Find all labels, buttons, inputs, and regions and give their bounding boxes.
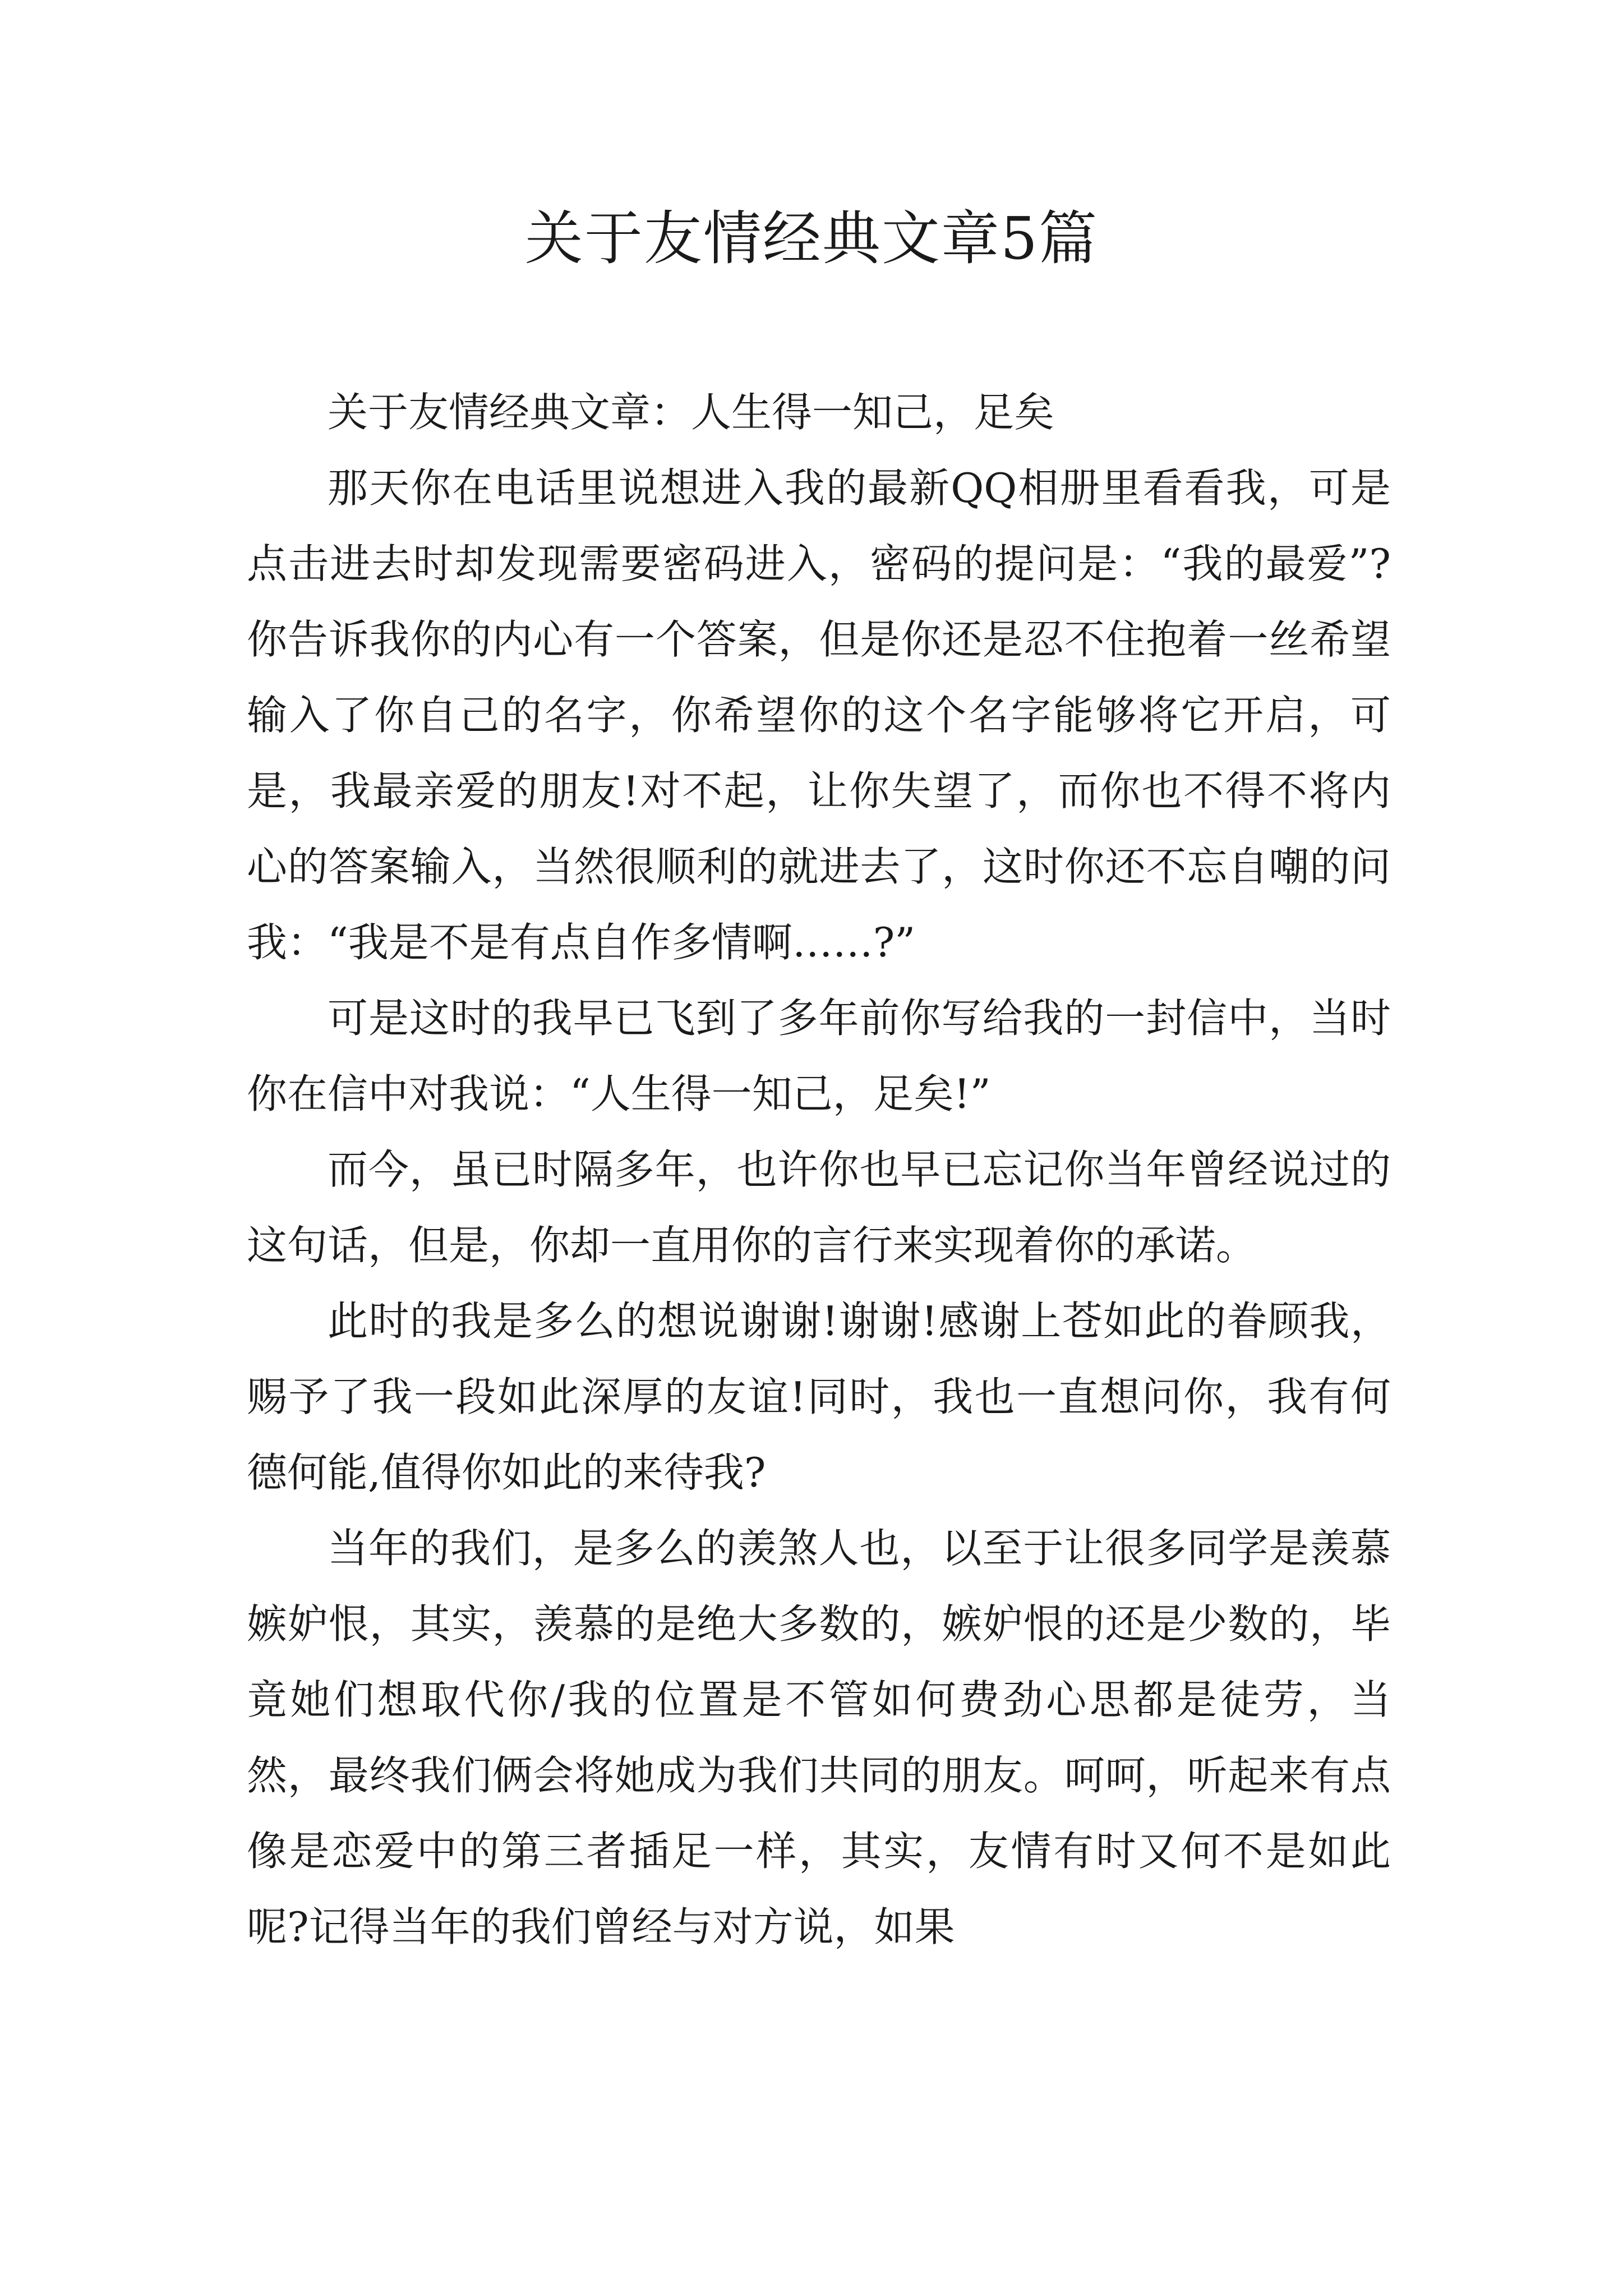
paragraph-subtitle: 关于友情经典文章：人生得一知己，足矣: [328, 389, 1055, 436]
paragraph: 此时的我是多么的想说谢谢!谢谢!感谢上苍如此的眷顾我，赐予了我一段如此深厚的友谊!同时，我也一直想问你，我有何德何能,值得你如此的来待我?: [247, 1297, 1391, 1496]
paragraph: 那天你在电话里说想进入我的最新QQ相册里看看我，可是点击进去时却发现需要密码进入，密码的提问是：“我的最爱”?你告诉我你的内心有一个答案，但是你还是忍不住抱着一丝希望输入了你自己的名字，你希望你的这个名字能够将它开启，可是，我最亲爱的朋友!对不起，让你失望了，而你也不得不将内心的答案输入，当然很顺利的就进去了，这时你还不忘自嘲的问我：“我是不是有点自作多情啊……?”: [247, 464, 1391, 966]
paragraph: 当年的我们，是多么的羡煞人也，以至于让很多同学是羡慕嫉妒恨，其实，羡慕的是绝大多数的，嫉妒恨的还是少数的，毕竟她们想取代你/我的位置是不管如何费劲心思都是徒劳，当然，最终我们俩会将她成为我们共同的朋友。呵呵，听起来有点像是恋爱中的第三者插足一样，其实，友情有时又何不是如此呢?记得当年的我们曾经与对方说，如果: [247, 1525, 1391, 1950]
document-body: [247, 375, 1391, 1965]
paragraph: 而今，虽已时隔多年，也许你也早已忘记你当年曾经说过的这句话，但是，你却一直用你的言行来实现着你的承诺。: [247, 1146, 1391, 1269]
document-title: 关于友情经典文章5篇: [524, 204, 1099, 273]
paragraph: 可是这时的我早已飞到了多年前你写给我的一封信中，当时你在信中对我说：“人生得一知己，足矣!”: [247, 995, 1391, 1117]
